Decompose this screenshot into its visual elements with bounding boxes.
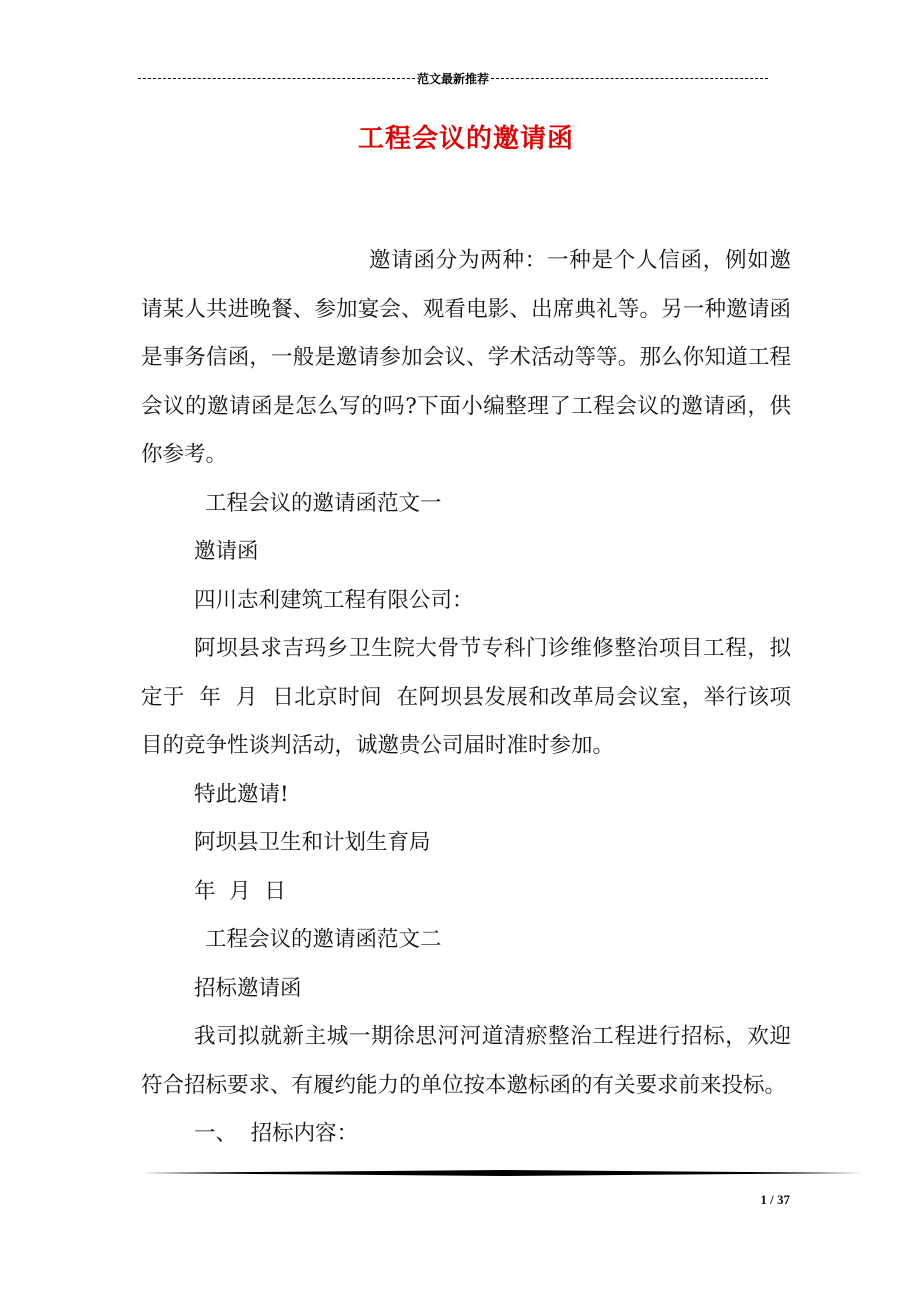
tender-body: 我司拟就新主城一期徐思河河道清瘀整治工程进行招标，欢迎符合招标要求、有履约能力的单位按本邀标函的有关要求前来投标。 bbox=[141, 1024, 791, 1098]
letter-sender: 阿坝县卫生和计划生育局 bbox=[194, 830, 431, 855]
letter-date: 年 月 日 bbox=[194, 878, 286, 904]
section-heading-sample-two: 工程会议的邀请函范文二 bbox=[205, 927, 442, 952]
intro-paragraph: 邀请函分为两种：一种是个人信函，例如邀请某人共进晚餐、参加宴会、观看电影、出席典礼等。另一种邀请函是事务信函，一般是邀请参加会议、学术活动等等。那么你知道工程会议的邀请函是怎么写的吗?下面小编整理了工程会议的邀请函，供你参考。 bbox=[141, 248, 791, 467]
tender-item-one: 一、 招标内容： bbox=[194, 1121, 359, 1146]
letter-body: 阿坝县求吉玛乡卫生院大骨节专科门诊维修整治项目工程，拟定于 年 月 日北京时间 在阿坝县发展和改革局会议室，举行该项目的竞争性谈判活动，诚邀贵公司届时准时参加。 bbox=[141, 636, 791, 758]
letter-addressee: 四川志利建筑工程有限公司： bbox=[194, 587, 474, 613]
footer-rule bbox=[141, 1170, 863, 1176]
letter-heading: 邀请函 bbox=[194, 539, 259, 564]
page-header bbox=[138, 68, 768, 88]
header-dash-right bbox=[491, 78, 768, 79]
letter-closing: 特此邀请! bbox=[194, 781, 289, 807]
section-heading-sample-one: 工程会议的邀请函范文一 bbox=[205, 490, 442, 516]
document-body bbox=[141, 237, 791, 1159]
document-title: 工程会议的邀请函 bbox=[357, 124, 574, 154]
tender-heading: 招标邀请函 bbox=[194, 975, 302, 1001]
page-number: 1 / 37 bbox=[760, 1192, 790, 1207]
header-dash-left bbox=[138, 78, 415, 79]
header-label: 范文最新推荐 bbox=[417, 71, 490, 86]
